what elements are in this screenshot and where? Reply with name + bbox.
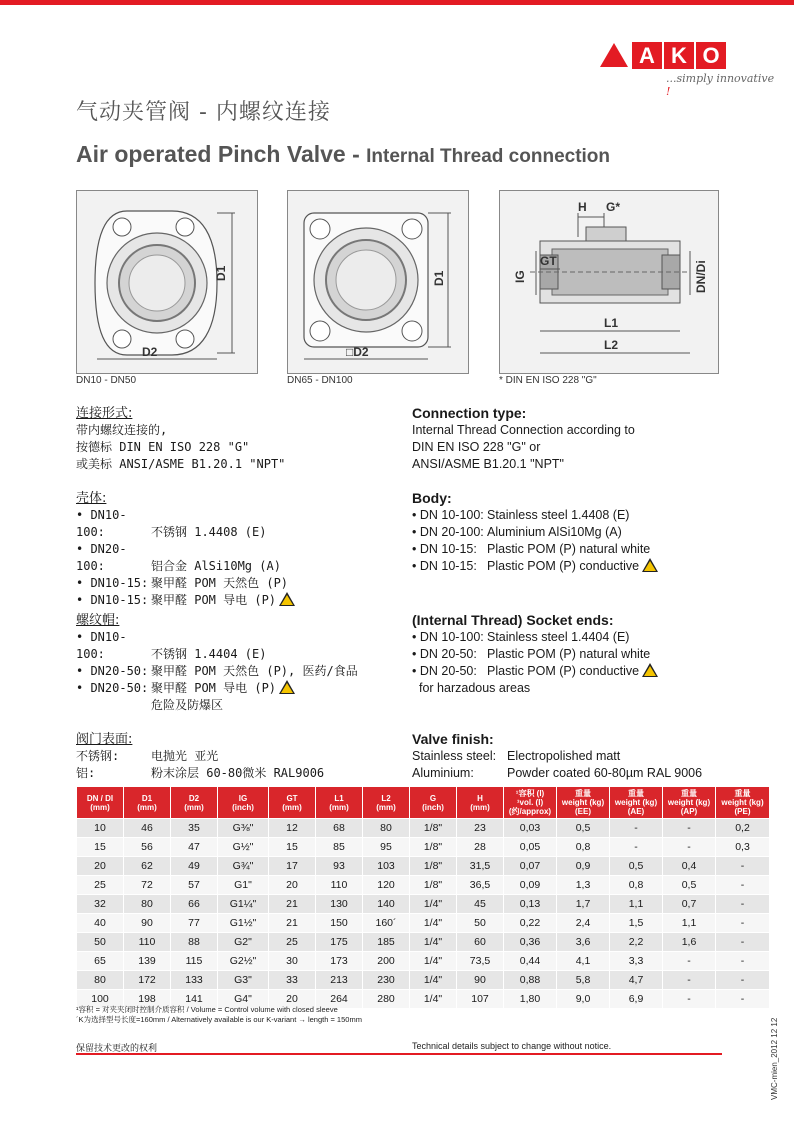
cn-body-item: • DN10-100: 不锈钢 1.4408 (E) — [76, 508, 267, 539]
table-cell: 0,09 — [504, 876, 557, 895]
table-cell: G1¼" — [218, 895, 269, 914]
table-cell: 0,13 — [504, 895, 557, 914]
table-cell: - — [663, 838, 716, 857]
cn-socket-extra: 危险及防爆区 — [151, 698, 224, 712]
table-cell: 110 — [124, 933, 171, 952]
table-cell: 1,3 — [557, 876, 610, 895]
column-header — [77, 787, 124, 819]
table-cell: - — [716, 857, 770, 876]
table-cell: 1/8" — [410, 857, 457, 876]
en-connection-line: DIN EN ISO 228 "G" or — [412, 440, 541, 454]
column-header-line: (约/approx) — [508, 807, 552, 816]
table-cell: 0,03 — [504, 819, 557, 838]
column-header — [610, 787, 663, 819]
table-cell: 50 — [77, 933, 124, 952]
table-cell: 1/8" — [410, 819, 457, 838]
dim-label-d1: D1 — [214, 265, 228, 281]
en-body-section — [412, 490, 732, 575]
table-cell: - — [610, 819, 663, 838]
table-cell: 73,5 — [457, 952, 504, 971]
cn-socket-heading: 螺纹帽: — [76, 613, 120, 628]
spec-table — [76, 786, 770, 1009]
table-cell: 0,7 — [663, 895, 716, 914]
figure-caption: DN10 - DN50 — [76, 375, 137, 386]
table-cell: 0,9 — [557, 857, 610, 876]
table-cell: 77 — [171, 914, 218, 933]
table-cell: 140 — [363, 895, 410, 914]
en-socket-item: • DN 20-50: Plastic POM (P) conductive — [412, 663, 732, 680]
table-cell: 1/4" — [410, 933, 457, 952]
cn-connection-line: 带内螺纹连接的, — [76, 423, 168, 437]
figure-caption: * DIN EN ISO 228 "G" — [499, 375, 597, 386]
cn-connection-section — [76, 405, 406, 473]
logo-letter: K — [664, 42, 694, 69]
table-cell: 15 — [77, 838, 124, 857]
table-cell: 33 — [269, 971, 316, 990]
column-header-line: (mm) — [90, 802, 110, 812]
cn-connection-line: 按德标 DIN EN ISO 228 "G" — [76, 440, 250, 454]
table-cell: 175 — [316, 933, 363, 952]
column-header-line: weight (kg) — [667, 798, 711, 807]
table-cell: 25 — [269, 933, 316, 952]
table-cell: 1/4" — [410, 971, 457, 990]
column-header — [124, 787, 171, 819]
table-cell: 0,22 — [504, 914, 557, 933]
table-cell: 0,5 — [610, 857, 663, 876]
table-cell: G3" — [218, 971, 269, 990]
column-header — [269, 787, 316, 819]
table-cell: - — [716, 952, 770, 971]
note-line: ´K为选择型号长度=160mm / Alternatively available is our K-variant → length = 150mm — [76, 1015, 362, 1024]
cn-connection-heading: 连接形式: — [76, 406, 133, 421]
column-header-line: (PE) — [734, 807, 751, 816]
cn-finish-item: 铝: 粉末涂层 60-80微米 RAL9006 — [76, 766, 325, 780]
table-cell: 46 — [124, 819, 171, 838]
table-cell: 0,5 — [557, 819, 610, 838]
table-row — [77, 952, 770, 971]
column-header — [663, 787, 716, 819]
cn-finish-heading: 阀门表面: — [76, 732, 133, 747]
cn-socket-section — [76, 612, 406, 714]
table-cell: 23 — [457, 819, 504, 838]
table-cell: 50 — [457, 914, 504, 933]
column-header-line: (mm) — [184, 802, 204, 812]
column-header — [410, 787, 457, 819]
table-cell: 115 — [171, 952, 218, 971]
column-header — [316, 787, 363, 819]
en-socket-item: • DN 20-50: Plastic POM (P) natural white — [412, 647, 651, 661]
table-cell: 1,1 — [610, 895, 663, 914]
table-cell: 107 — [457, 990, 504, 1009]
table-cell: 1/4" — [410, 895, 457, 914]
table-row — [77, 838, 770, 857]
table-cell: 49 — [171, 857, 218, 876]
table-cell: 264 — [316, 990, 363, 1009]
table-cell: - — [663, 971, 716, 990]
column-header-line: 重量 — [734, 789, 751, 798]
column-header — [457, 787, 504, 819]
en-finish-item: Aluminium: Powder coated 60-80µm RAL 9006 — [412, 766, 703, 780]
table-cell: G2½" — [218, 952, 269, 971]
section-drawing — [500, 191, 718, 373]
document-id: VMC-mien_2012 12 12 — [770, 1017, 779, 1100]
table-cell: - — [716, 914, 770, 933]
footer-note-en: Technical details subject to change without notice. — [412, 1041, 612, 1051]
oval-flange-drawing — [77, 191, 257, 373]
column-header-line: GT — [286, 793, 298, 803]
table-cell: 21 — [269, 914, 316, 933]
column-header-line: (EE) — [575, 807, 591, 816]
table-cell: - — [663, 819, 716, 838]
atex-warning-icon — [279, 680, 295, 694]
column-header — [218, 787, 269, 819]
table-cell: 160´ — [363, 914, 410, 933]
table-cell: 21 — [269, 895, 316, 914]
cn-body-item: • DN10-15: 聚甲醛 POM 天然色 (P) — [76, 576, 289, 590]
column-header-line: (AE) — [627, 807, 645, 816]
table-cell: - — [663, 990, 716, 1009]
table-header-row — [77, 787, 770, 819]
table-cell: 150 — [316, 914, 363, 933]
table-cell: 103 — [363, 857, 410, 876]
figure-caption: DN65 - DN100 — [287, 375, 353, 386]
cn-body-section — [76, 490, 406, 609]
table-cell: 0,4 — [663, 857, 716, 876]
table-cell: 198 — [124, 990, 171, 1009]
footer-divider — [76, 1053, 722, 1055]
column-header — [504, 787, 557, 819]
table-cell: 47 — [171, 838, 218, 857]
logo-triangle-icon — [600, 43, 628, 67]
table-cell: 100 — [77, 990, 124, 1009]
dim-label-dndi: DN/Di — [694, 260, 708, 293]
table-cell: 40 — [77, 914, 124, 933]
en-connection-line: Internal Thread Connection according to — [412, 423, 635, 437]
table-cell: - — [716, 971, 770, 990]
table-cell: 90 — [457, 971, 504, 990]
table-row — [77, 857, 770, 876]
table-cell: 28 — [457, 838, 504, 857]
column-header — [363, 787, 410, 819]
table-cell: 17 — [269, 857, 316, 876]
ako-logo — [600, 40, 780, 98]
table-cell: 25 — [77, 876, 124, 895]
en-socket-heading: (Internal Thread) Socket ends: — [412, 612, 614, 628]
table-cell: 66 — [171, 895, 218, 914]
table-cell: 1/4" — [410, 990, 457, 1009]
table-cell: 9,0 — [557, 990, 610, 1009]
table-cell: 6,9 — [610, 990, 663, 1009]
column-header-line: D2 — [188, 793, 200, 803]
en-body-item: • DN 10-15: Plastic POM (P) natural white — [412, 542, 651, 556]
en-socket-extra: for harzadous areas — [419, 681, 531, 695]
column-header-line: weight (kg) — [561, 798, 605, 807]
table-cell: 2,4 — [557, 914, 610, 933]
figure-dn65-dn100 — [287, 190, 469, 374]
table-cell: 95 — [363, 838, 410, 857]
cn-body-item: • DN20-100: 铝合金 AlSi10Mg (A) — [76, 542, 281, 573]
table-cell: 5,8 — [557, 971, 610, 990]
dim-label-l1: L1 — [604, 316, 619, 330]
table-cell: 20 — [77, 857, 124, 876]
column-header-line: D1 — [141, 793, 153, 803]
en-finish-heading: Valve finish: — [412, 731, 494, 747]
en-socket-section — [412, 612, 732, 697]
dim-label-l2: L2 — [604, 338, 619, 352]
table-cell: 1,1 — [663, 914, 716, 933]
table-cell: 3,6 — [557, 933, 610, 952]
en-body-heading: Body: — [412, 490, 452, 506]
column-header-line: L1 — [334, 793, 344, 803]
table-cell: 15 — [269, 838, 316, 857]
table-row — [77, 933, 770, 952]
table-cell: 3,3 — [610, 952, 663, 971]
page-title-en: Air operated Pinch Valve - Internal Thread connection — [76, 141, 611, 167]
en-connection-section — [412, 405, 732, 473]
table-cell: 20 — [269, 876, 316, 895]
cn-finish-section — [76, 731, 406, 782]
table-cell: 12 — [269, 819, 316, 838]
column-header-line: (mm) — [470, 802, 490, 812]
table-cell: 93 — [316, 857, 363, 876]
column-header-line: weight (kg) — [721, 798, 764, 807]
dim-label-ig: IG — [513, 270, 527, 283]
figure-dn10-dn50 — [76, 190, 258, 374]
table-cell: 31,5 — [457, 857, 504, 876]
table-cell: 90 — [124, 914, 171, 933]
table-row — [77, 914, 770, 933]
table-cell: - — [716, 876, 770, 895]
column-header-line: IG — [238, 793, 248, 803]
table-cell: 62 — [124, 857, 171, 876]
table-cell: 10 — [77, 819, 124, 838]
cn-body-item: • DN10-15: 聚甲醛 POM 导电 (P) — [76, 592, 406, 609]
logo-letter: O — [696, 42, 726, 69]
table-cell: 1/8" — [410, 838, 457, 857]
table-cell: 141 — [171, 990, 218, 1009]
column-header-line: ¹容积 (l) — [515, 789, 545, 798]
table-cell: - — [716, 990, 770, 1009]
table-cell: 200 — [363, 952, 410, 971]
table-cell: 60 — [457, 933, 504, 952]
column-header-line: H — [477, 793, 483, 803]
column-header-line: (mm) — [282, 802, 302, 812]
cn-connection-line: 或美标 ANSI/ASME B1.20.1 "NPT" — [76, 457, 286, 471]
note-line: ¹容积 = 对夹夹闭时控制介质容积 / Volume = Control volume with closed sleeve — [76, 1005, 338, 1014]
table-cell: G1" — [218, 876, 269, 895]
table-cell: 1/4" — [410, 914, 457, 933]
column-header-line: (mm) — [329, 802, 349, 812]
table-cell: 72 — [124, 876, 171, 895]
dim-label-h: H — [578, 200, 587, 214]
table-cell: 0,8 — [557, 838, 610, 857]
column-header-line: (mm) — [137, 802, 157, 812]
cn-socket-item: • DN10-100: 不锈钢 1.4404 (E) — [76, 630, 267, 661]
atex-warning-icon — [642, 558, 658, 572]
column-header-line: (inch) — [422, 802, 444, 812]
square-flange-drawing — [288, 191, 468, 373]
table-cell: 80 — [363, 819, 410, 838]
dim-label-g: G* — [606, 200, 621, 214]
table-cell: 4,7 — [610, 971, 663, 990]
top-accent-bar — [0, 0, 794, 5]
en-finish-section — [412, 731, 722, 782]
table-cell: 56 — [124, 838, 171, 857]
logo-slogan: ...simply innovative ! — [666, 72, 775, 98]
table-cell: 133 — [171, 971, 218, 990]
table-notes — [76, 1005, 362, 1025]
table-cell: 0,3 — [716, 838, 770, 857]
cn-socket-item: • DN20-50: 聚甲醛 POM 天然色 (P), 医药/食品 — [76, 664, 358, 678]
column-header-line: 重量 — [575, 789, 591, 798]
table-cell: G½" — [218, 838, 269, 857]
column-header-line: G — [429, 793, 437, 803]
table-cell: 1/8" — [410, 876, 457, 895]
table-cell: G2" — [218, 933, 269, 952]
table-cell: 88 — [171, 933, 218, 952]
table-cell: 80 — [77, 971, 124, 990]
table-cell: 32 — [77, 895, 124, 914]
table-cell: - — [610, 838, 663, 857]
table-cell: 57 — [171, 876, 218, 895]
table-cell: 1,7 — [557, 895, 610, 914]
column-header-line: (AP) — [680, 807, 698, 816]
table-cell: G1½" — [218, 914, 269, 933]
table-cell: 1,80 — [504, 990, 557, 1009]
column-header-line: 重量 — [681, 789, 697, 798]
dim-label-d1: D1 — [432, 270, 446, 286]
table-cell: 185 — [363, 933, 410, 952]
table-cell: G¾" — [218, 857, 269, 876]
en-body-item: • DN 10-100: Stainless steel 1.4408 (E) — [412, 508, 630, 522]
table-cell: 1/4" — [410, 952, 457, 971]
column-header-line: weight (kg) — [614, 798, 658, 807]
table-cell: 172 — [124, 971, 171, 990]
table-cell: 213 — [316, 971, 363, 990]
table-body — [77, 819, 770, 1009]
table-cell: 20 — [269, 990, 316, 1009]
logo-letter: A — [632, 42, 662, 69]
table-cell: 0,05 — [504, 838, 557, 857]
table-cell: 2,2 — [610, 933, 663, 952]
table-cell: 35 — [171, 819, 218, 838]
figure-section-view — [499, 190, 719, 374]
table-row — [77, 971, 770, 990]
column-header — [557, 787, 610, 819]
table-cell: 80 — [124, 895, 171, 914]
atex-warning-icon — [642, 663, 658, 677]
table-cell: 85 — [316, 838, 363, 857]
en-socket-item: • DN 10-100: Stainless steel 1.4404 (E) — [412, 630, 630, 644]
table-cell: 65 — [77, 952, 124, 971]
table-cell: 0,07 — [504, 857, 557, 876]
table-cell: 139 — [124, 952, 171, 971]
table-cell: 0,5 — [663, 876, 716, 895]
table-cell: 4,1 — [557, 952, 610, 971]
cn-body-heading: 壳体: — [76, 491, 107, 506]
column-header — [716, 787, 770, 819]
table-cell: 0,44 — [504, 952, 557, 971]
table-cell: 0,8 — [610, 876, 663, 895]
cn-finish-item: 不锈钢: 电抛光 亚光 — [76, 749, 219, 763]
table-cell: 0,2 — [716, 819, 770, 838]
table-cell: 130 — [316, 895, 363, 914]
column-header-line: (mm) — [376, 802, 396, 812]
table-cell: - — [663, 952, 716, 971]
dim-label-d2: D2 — [142, 345, 158, 359]
table-row — [77, 819, 770, 838]
table-cell: 36,5 — [457, 876, 504, 895]
column-header-line: (inch) — [232, 802, 254, 812]
column-header-line: DN / DI — [86, 793, 114, 803]
column-header-line: L2 — [381, 793, 391, 803]
table-cell: 173 — [316, 952, 363, 971]
en-body-item: • DN 20-100: Aluminium AlSi10Mg (A) — [412, 525, 622, 539]
column-header — [171, 787, 218, 819]
table-cell: 110 — [316, 876, 363, 895]
column-header-line: 重量 — [628, 789, 644, 798]
table-cell: 1,5 — [610, 914, 663, 933]
table-cell: 30 — [269, 952, 316, 971]
table-cell: G⅜" — [218, 819, 269, 838]
table-cell: G4" — [218, 990, 269, 1009]
table-cell: 230 — [363, 971, 410, 990]
table-cell: 0,36 — [504, 933, 557, 952]
dim-label-d2: □D2 — [346, 345, 369, 359]
table-cell: 1,6 — [663, 933, 716, 952]
table-cell: 68 — [316, 819, 363, 838]
dim-label-gt: GT — [540, 254, 557, 268]
table-cell: 0,88 — [504, 971, 557, 990]
table-cell: 280 — [363, 990, 410, 1009]
table-row — [77, 895, 770, 914]
atex-warning-icon — [279, 592, 295, 606]
page-title-cn: 气动夹管阀 - 内螺纹连接 — [76, 100, 331, 125]
table-cell: 45 — [457, 895, 504, 914]
table-cell: - — [716, 895, 770, 914]
footer-note-cn: 保留技术更改的权利 — [76, 1043, 158, 1053]
cn-socket-item: • DN20-50: 聚甲醛 POM 导电 (P) — [76, 680, 406, 697]
en-connection-heading: Connection type: — [412, 405, 527, 421]
column-header-line: ¹vol. (l) — [516, 798, 544, 807]
en-connection-line: ANSI/ASME B1.20.1 "NPT" — [412, 457, 564, 471]
en-body-item: • DN 10-15: Plastic POM (P) conductive — [412, 558, 732, 575]
table-row — [77, 876, 770, 895]
en-finish-item: Stainless steel: Electropolished matt — [412, 749, 621, 763]
table-cell: 120 — [363, 876, 410, 895]
table-cell: - — [716, 933, 770, 952]
